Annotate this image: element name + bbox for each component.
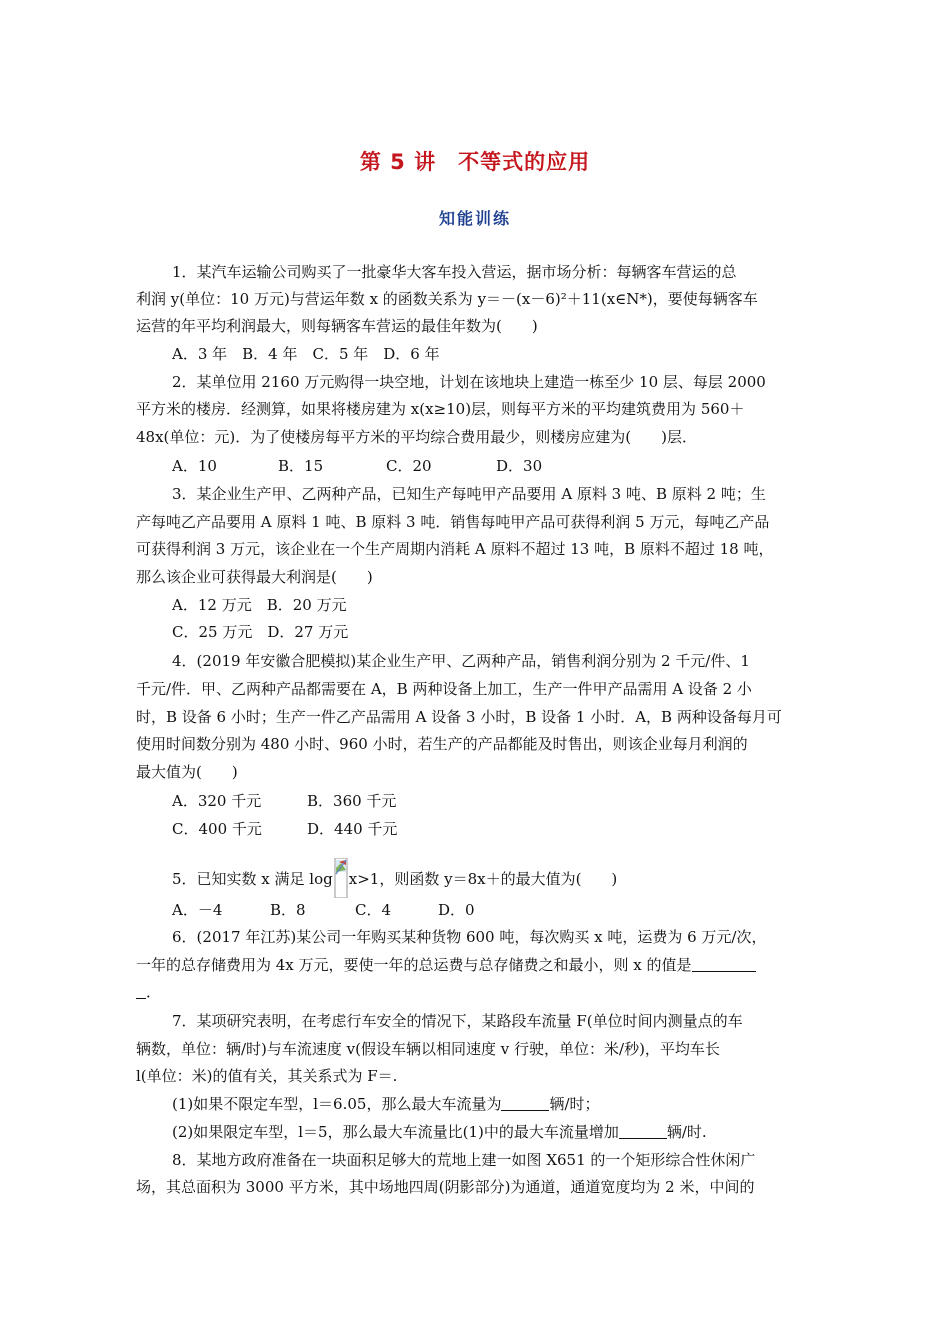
q6-line2-text: 一年的总存储费用为 4x 万元，要使一年的总运费与总存储费之和最小，则 x 的值是 — [136, 956, 692, 974]
q2-option-a: A．10 — [172, 457, 217, 475]
q6-line2 — [136, 955, 756, 975]
q5-option-b: B．8 — [270, 901, 306, 919]
section-badge: 知能训练 — [425, 204, 525, 233]
q5-line — [172, 858, 617, 898]
broken-image-icon — [334, 858, 348, 898]
q4-option-c: C．400 千元 — [172, 820, 262, 838]
q1-line1: 1．某汽车运输公司购买了一批豪华大客车投入营运，据市场分析：每辆客车营运的总 — [172, 263, 737, 281]
q7-sub2-blank — [619, 1124, 667, 1139]
q8-line1: 8．某地方政府准备在一块面积足够大的荒地上建一如图 X651 的一个矩形综合性休闲广 — [172, 1151, 756, 1169]
q4-option-b: B．360 千元 — [307, 792, 397, 810]
q4-option-d: D．440 千元 — [307, 820, 398, 838]
q4-line3: 时，B 设备 6 小时；生产一件乙产品需用 A 设备 3 小时，B 设备 1 小时．A，B 两种设备每月可 — [136, 708, 782, 726]
q5-text-pre: 5．已知实数 x 满足 log — [172, 870, 333, 888]
q1-line3: 运营的年平均利润最大，则每辆客车营运的最佳年数为( ) — [136, 317, 538, 335]
q6-answer-blank — [692, 957, 756, 972]
q5-text-post: x>1，则函数 y＝8x＋的最大值为( ) — [348, 870, 618, 888]
page-title: 第 5 讲 不等式的应用 — [359, 150, 591, 174]
q7-sub2-unit: 辆/时. — [666, 1123, 707, 1141]
q6-line3-text: ． — [146, 983, 162, 1001]
q5-option-a: A．－4 — [172, 901, 223, 919]
q5-option-c: C．4 — [355, 901, 392, 919]
q4-line5: 最大值为( ) — [136, 763, 238, 781]
q4-line1: 4．(2019 年安徽合肥模拟)某企业生产甲、乙两种产品，销售利润分别为 2 千元/件、1 — [172, 652, 750, 670]
q4-option-a: A．320 千元 — [172, 792, 262, 810]
q3-line2: 产每吨乙产品要用 A 原料 1 吨、B 原料 3 吨．销售每吨甲产品可获得利润 5 万元，每吨乙产品 — [136, 513, 770, 531]
q2-option-b: B．15 — [278, 457, 324, 475]
q7-sub2-text: (2)如果限定车型，l＝5，那么最大车流量比(1)中的最大车流量增加 — [172, 1123, 619, 1141]
q3-options-2: C．25 万元 D．27 万元 — [172, 623, 349, 641]
q3-options-1: A．12 万元 B．20 万元 — [172, 596, 347, 614]
q4-line4: 使用时间数分别为 480 小时、960 小时，若生产的产品都能及时售出，则该企业每月利润的 — [136, 735, 748, 753]
q3-line4: 那么该企业可获得最大利润是( ) — [136, 568, 373, 586]
q3-line3: 可获得利润 3 万元，该企业在一个生产周期内消耗 A 原料不超过 13 吨，B 原料不超过 18 吨， — [136, 540, 774, 558]
q8-line2: 场，其总面积为 3000 平方米，其中场地四周(阴影部分)为通道，通道宽度均为 2 米，中间的 — [136, 1178, 755, 1196]
section-badge-wrap — [0, 204, 950, 233]
q2-option-d: D．30 — [496, 457, 543, 475]
q4-line2: 千元/件．甲、乙两种产品都需要在 A，B 两种设备上加工，生产一件甲产品需用 A 设备 2 小 — [136, 680, 752, 698]
q6-line1: 6．(2017 年江苏)某公司一年购买某种货物 600 吨，每次购买 x 吨，运费为 6 万元/次， — [172, 928, 767, 946]
q7-line3: l(单位：米)的值有关，其关系式为 F＝. — [136, 1067, 398, 1085]
q6-answer-blank-cont — [136, 984, 146, 999]
q2-line3: 48x(单位：元)．为了使楼房每平方米的平均综合费用最少，则楼房应建为( )层． — [136, 428, 697, 446]
q7-sub1 — [172, 1094, 600, 1114]
q7-line2: 辆数，单位：辆/时)与车流速度 v(假设车辆以相同速度 v 行驶，单位：米/秒)，平均车长 — [136, 1040, 720, 1058]
q6-line3 — [136, 982, 161, 1002]
q7-line1: 7．某项研究表明，在考虑行车安全的情况下，某路段车流量 F(单位时间内测量点的车 — [172, 1012, 743, 1030]
q1-line2: 利润 y(单位：10 万元)与营运年数 x 的函数关系为 y＝－(x－6)²＋11(x∈N*)，要使每辆客车 — [136, 290, 758, 308]
q7-sub2 — [172, 1122, 707, 1142]
q2-option-c: C．20 — [386, 457, 432, 475]
q7-sub1-blank — [501, 1096, 549, 1111]
q7-sub1-text: (1)如果不限定车型，l＝6.05，那么最大车流量为 — [172, 1095, 502, 1113]
q1-options: A．3 年 B．4 年 C．5 年 D．6 年 — [172, 345, 440, 363]
q7-sub1-unit: 辆/时； — [549, 1095, 600, 1113]
q5-option-d: D．0 — [438, 901, 475, 919]
q3-line1: 3．某企业生产甲、乙两种产品，已知生产每吨甲产品要用 A 原料 3 吨、B 原料 2 吨；生 — [172, 485, 766, 503]
q2-line1: 2．某单位用 2160 万元购得一块空地，计划在该地块上建造一栋至少 10 层、每层 2000 — [172, 373, 766, 391]
q2-line2: 平方米的楼房．经测算，如果将楼房建为 x(x≥10)层，则每平方米的平均建筑费用为 560＋ — [136, 400, 745, 418]
